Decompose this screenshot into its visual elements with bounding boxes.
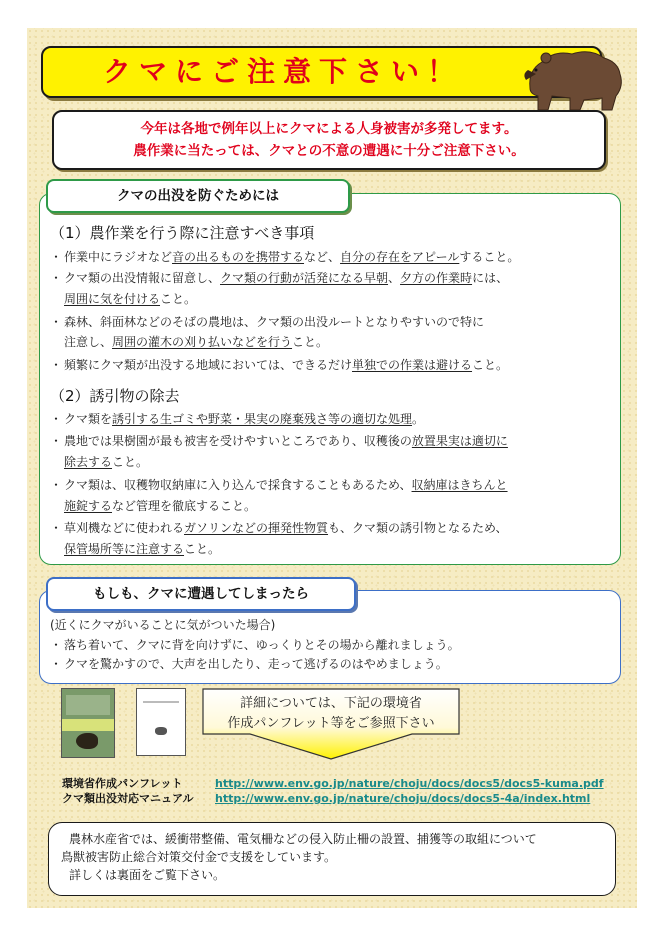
- callout-line-2: 作成パンフレット等をご参照下さい: [227, 716, 435, 731]
- encounter-section-tab: もしも、クマに遭遇してしまったら: [46, 577, 356, 611]
- subsection-farm-work-heading: （1）農作業を行う際に注意すべき事項: [50, 224, 315, 242]
- page-title: クマにご注意下さい！: [102, 55, 463, 88]
- list-item-continued: 除去すること。: [64, 455, 149, 469]
- list-item-continued: 注意し、周囲の灌木の刈り払いなどを行うこと。: [64, 335, 329, 349]
- list-item-continued: 施錠するなど管理を徹底すること。: [64, 499, 257, 513]
- prevention-section-tab: クマの出没を防ぐためには: [46, 179, 350, 213]
- bear-illustration: [520, 40, 630, 112]
- support-notice-box: [48, 822, 616, 896]
- list-item: ・ 頻繁にクマ類が出没する地域においては、できるだけ単独での作業は避けること。: [50, 358, 509, 372]
- encounter-intro: (近くにクマがいることに気がついた場合): [50, 618, 276, 632]
- list-item: ・ クマを驚かすので、大声を出したり、走って逃げるのはやめましょう。: [50, 657, 448, 671]
- warning-box: [52, 110, 606, 170]
- subsection-attractants-heading: （2）誘引物の除去: [50, 387, 180, 405]
- support-line-3: 詳しくは裏面をご覧下さい。: [69, 868, 226, 882]
- reference-callout: [202, 688, 482, 760]
- link-label-pamphlet: 環境省作成パンフレット: [62, 777, 183, 790]
- callout-line-1: 詳細については、下記の環境省: [240, 696, 422, 711]
- warning-line-2: 農作業に当たっては、クマとの不意の遭遇に十分ご注意下さい。: [133, 143, 525, 159]
- warning-line-1: 今年は各地で例年以上にクマによる人身被害が多発してます。: [140, 121, 518, 137]
- list-item: ・ 落ち着いて、クマに背を向けずに、ゆっくりとその場から離れましょう。: [50, 638, 460, 652]
- list-item: ・ 作業中にラジオなど音の出るものを携帯するなど、自分の存在をアピールすること。: [50, 250, 520, 264]
- link-manual-url[interactable]: http://www.env.go.jp/nature/choju/docs/docs5-4a/index.html: [215, 792, 591, 805]
- support-line-2: 鳥獣被害防止総合対策交付金で支援をしています。: [61, 850, 337, 864]
- title-banner: [41, 46, 602, 98]
- list-item: ・ 森林、斜面林などのそばの農地は、クマ類の出没ルートとなりやすいので特に: [50, 315, 485, 329]
- link-pamphlet-url[interactable]: http://www.env.go.jp/nature/choju/docs/docs5/docs5-kuma.pdf: [215, 777, 604, 790]
- link-label-manual: クマ類出没対応マニュアル: [62, 792, 194, 805]
- support-line-1: 農林水産省では、緩衝帯整備、電気柵などの侵入防止柵の設置、捕獲等の取組について: [69, 832, 537, 846]
- list-item: ・ クマ類を誘引する生ゴミや野菜・果実の廃棄残さ等の適切な処理。: [50, 412, 425, 426]
- manual-cover-thumbnail: [136, 688, 186, 756]
- list-item: ・ クマ類の出没情報に留意し、クマ類の行動が活発になる早朝、夕方の作業時には、: [50, 271, 509, 285]
- list-item: ・ クマ類は、収穫物収納庫に入り込んで採食することもあるため、収納庫はきちんと: [50, 478, 508, 492]
- list-item: ・ 農地では果樹園が最も被害を受けやすいところであり、収穫後の放置果実は適切に: [50, 434, 508, 448]
- list-item-continued: 周囲に気を付けること。: [64, 292, 197, 306]
- list-item: ・ 草刈機などに使われるガソリンなどの揮発性物質も、クマ類の誘引物となるため、: [50, 521, 508, 535]
- pamphlet-cover-thumbnail: [61, 688, 115, 758]
- list-item-continued: 保管場所等に注意すること。: [64, 542, 221, 556]
